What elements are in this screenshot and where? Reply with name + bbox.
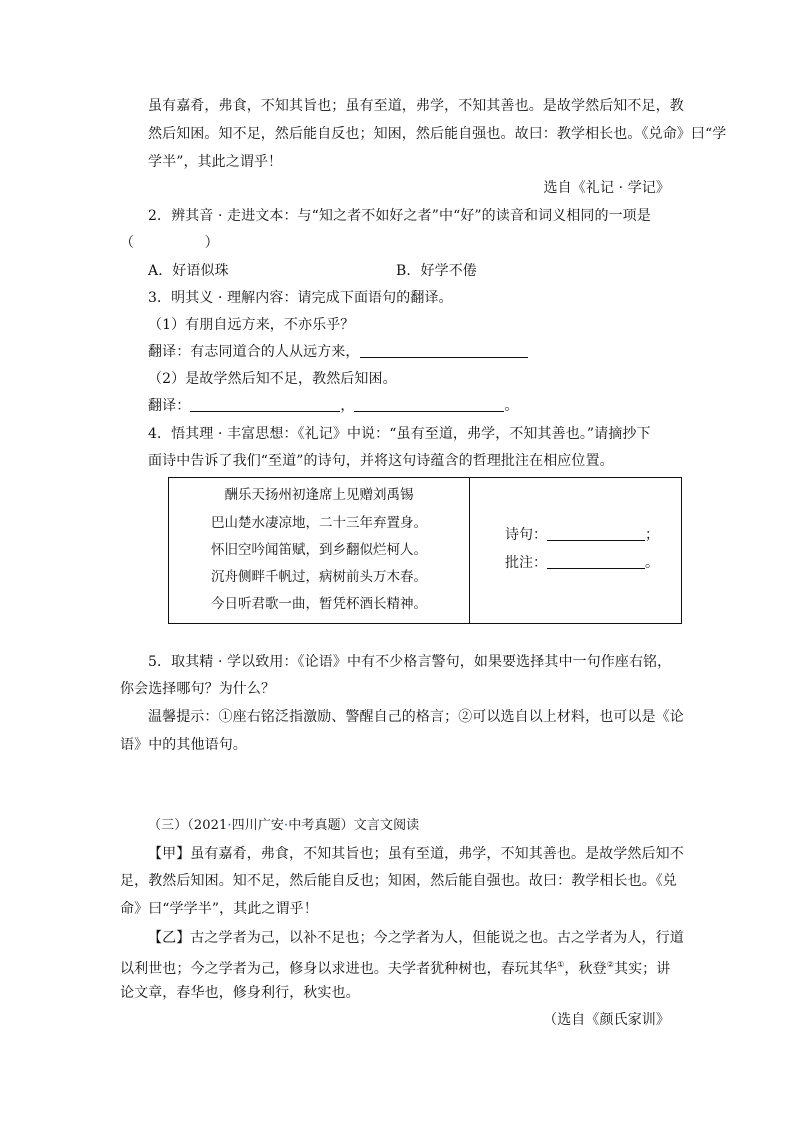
passage-line-2: 然后知困。知不足，然后能自反也；知困，然后能自强也。故曰：教学相长也。《兑命》曰“学 xyxy=(148,126,727,142)
q5-hint-line-1: 温馨提示：①座右铭泛指激励、警醒自己的格言；②可以选自以上材料，也可以是《论 xyxy=(148,709,684,725)
q3-trans2-period: 。 xyxy=(504,398,519,414)
jia-line-1: 【甲】虽有嘉肴，弗食，不知其旨也；虽有至道，弗学，不知其善也。是故学然后知不 xyxy=(148,846,684,862)
poem-title: 酬乐天扬州初逢席上见赠刘禹锡 xyxy=(224,487,414,503)
footnote-mark-2[interactable]: ② xyxy=(606,960,614,969)
section3-place: 四川广安 xyxy=(231,818,285,833)
section3-source: （选自《颜氏家训》 xyxy=(543,1012,670,1028)
note-blank[interactable] xyxy=(547,554,645,569)
q3-trans2-label: 翻译： xyxy=(148,398,191,414)
jia-line-3: 命》曰“学学半”，其此之谓乎！ xyxy=(120,901,318,917)
yi-line-2-c: 其实；讲 xyxy=(613,961,671,977)
q3-stem: 3．明其义 · 理解内容：请完成下面语句的翻译。 xyxy=(148,290,453,306)
table-divider xyxy=(469,478,470,623)
q2-answer-paren: （ ） xyxy=(120,235,219,251)
q3-sub1: （1）有朋自远方来，不亦乐乎？ xyxy=(148,317,355,333)
section3-year: 2021 xyxy=(193,818,228,833)
yi-line-1: 【乙】古之学者为己，以补不足也；今之学者为人，但能说之也。古之学者为人，行道 xyxy=(148,930,684,946)
poem-table xyxy=(168,477,682,624)
section3-dot-2: · xyxy=(284,818,289,833)
poem-line-1: 巴山楚水凄凉地，二十三年弃置身。 xyxy=(211,515,427,531)
q2-option-b[interactable]: B．好学不倦 xyxy=(396,263,477,279)
yi-line-2-b: ，秋登 xyxy=(564,961,607,977)
q3-sub2: （2）是故学然后知不足，教然后知困。 xyxy=(148,371,397,387)
yi-line-3: 论文章，春华也，修身利行，秋实也。 xyxy=(120,985,360,1001)
yi-line-2-a: 以利世也；今之学者为己，修身以求进也。夫学者犹种树也，春玩其华 xyxy=(120,961,558,977)
yi-line-2 xyxy=(120,955,670,979)
q3-trans2-blank-1[interactable] xyxy=(190,397,340,412)
q4-line-1: 4．悟其理 · 丰富思想：《礼记》中说：“虽有至道，弗学，不知其善也。”请摘抄下 xyxy=(148,426,651,442)
poem-line-4: 今日听君歌一曲，暂凭杯酒长精神。 xyxy=(211,596,427,612)
q2-options xyxy=(148,261,568,281)
note-row xyxy=(505,553,659,573)
verse-semicolon: ； xyxy=(645,527,659,543)
q4-line-2: 面诗中告诉了我们“至道”的诗句，并将这句诗蕴含的哲理批注在相应位置。 xyxy=(148,453,614,469)
note-label: 批注： xyxy=(505,555,547,571)
q5-line-1: 5．取其精 · 学以致用：《论语》中有不少格言警句，如果要选择其中一句作座右铭， xyxy=(148,654,672,670)
poem-line-2: 怀旧空吟闻笛赋，到乡翻似烂柯人。 xyxy=(211,542,427,558)
q5-line-2: 你会选择哪句？为什么？ xyxy=(120,681,276,697)
footnote-mark-1[interactable]: ① xyxy=(557,960,565,969)
q3-trans2-comma: ， xyxy=(340,398,355,414)
jia-line-2: 足，教然后知困。知不足，然后能自反也；知困，然后能自强也。故曰：教学相长也。《兑 xyxy=(120,873,677,889)
q3-trans2-blank-2[interactable] xyxy=(354,397,504,412)
q2-option-a[interactable]: A．好语似珠 xyxy=(148,263,229,279)
section3-prefix: （三）（ xyxy=(148,818,194,833)
q3-translation-2 xyxy=(148,396,519,416)
passage-line-3: 学半”，其此之谓乎！ xyxy=(148,154,283,170)
poem-line-3: 沉舟侧畔千帆过，病树前头万木春。 xyxy=(211,569,427,585)
q2-stem: 2．辨其音 · 走进文本：与“知之者不如好之者”中“好”的读音和词义相同的一项是 xyxy=(148,208,651,224)
section3-kind: 中考真题 xyxy=(288,818,341,833)
passage-line-1: 虽有嘉肴，弗食，不知其旨也；虽有至道，弗学，不知其善也。是故学然后知不足，教 xyxy=(148,98,684,114)
section3-dot-1: · xyxy=(227,818,232,833)
q3-translation-1 xyxy=(148,342,528,362)
verse-row xyxy=(505,525,659,545)
verse-blank[interactable] xyxy=(547,526,645,541)
section3-heading xyxy=(148,816,419,836)
section3-suffix: ）文言文阅读 xyxy=(340,818,420,833)
q5-hint-line-2: 语》中的其他语句。 xyxy=(120,737,247,753)
note-period: 。 xyxy=(645,555,659,571)
q3-trans1-text: 翻译：有志同道合的人从远方来， xyxy=(148,344,360,360)
q3-trans1-blank[interactable] xyxy=(360,343,528,358)
verse-label: 诗句： xyxy=(505,527,547,543)
passage-source: 选自《礼记 · 学记》 xyxy=(543,180,670,196)
